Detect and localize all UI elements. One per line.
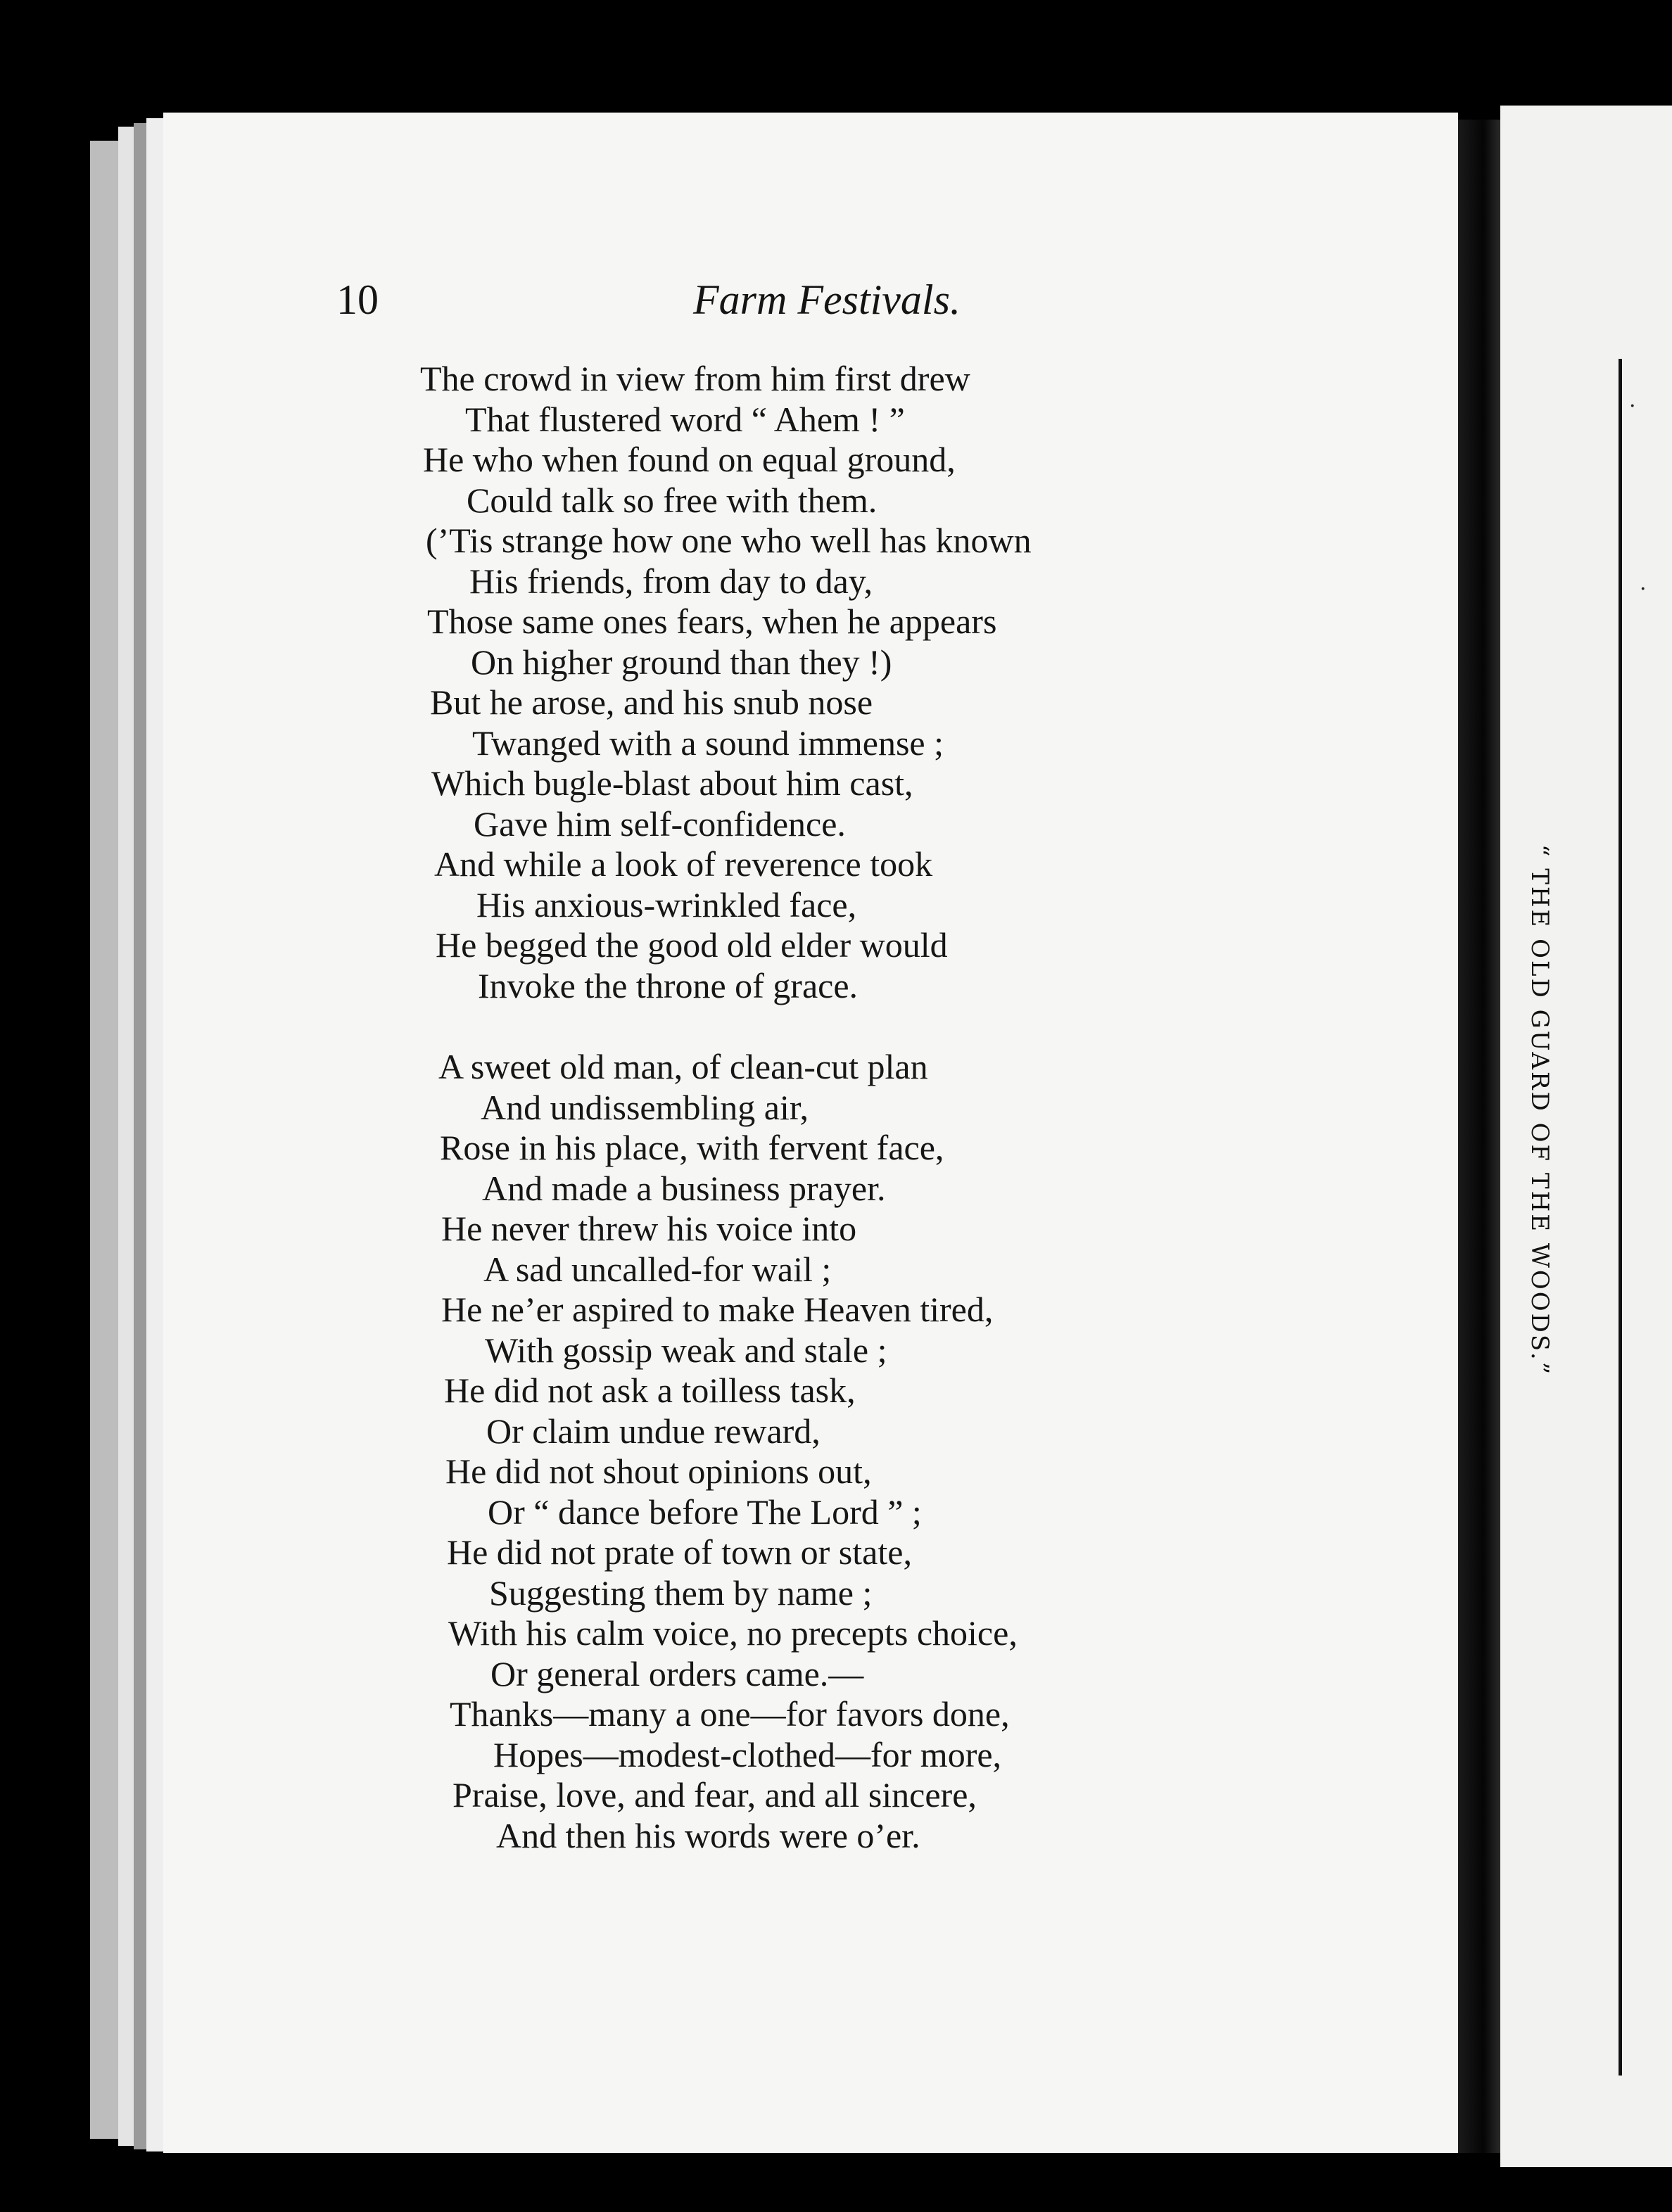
verse-line: He who when found on equal ground, — [423, 440, 956, 479]
page-header — [0, 276, 1672, 332]
verse-line: That flustered word “ Ahem ! ” — [465, 399, 905, 439]
verse-line: Hopes—modest-clothed—for more, — [493, 1734, 1002, 1774]
verse-line: And made a business prayer. — [482, 1168, 886, 1208]
verse-line: Those same ones fears, when he appears — [427, 602, 997, 641]
verse-line: Suggesting them by name ; — [489, 1572, 873, 1613]
verse-line: A sweet old man, of clean-cut plan — [438, 1047, 928, 1086]
verse-line: He ne’er aspired to make Heaven tired, — [441, 1290, 994, 1329]
verse-line: He did not prate of town or state, — [447, 1532, 912, 1572]
verse-line: A sad uncalled-for wail ; — [483, 1249, 832, 1289]
verse-line: And while a look of reverence took — [434, 844, 933, 884]
ink-mark: · — [1629, 394, 1636, 419]
verse-line: Could talk so free with them. — [467, 480, 878, 520]
verse-line: The crowd in view from him first drew — [420, 359, 970, 398]
verse-line: On higher ground than they !) — [471, 642, 892, 682]
poem-text — [0, 359, 1672, 1856]
verse-line: But he arose, and his snub nose — [430, 682, 873, 722]
verse-line: He begged the good old elder would — [436, 925, 948, 965]
verse-line: Praise, love, and fear, and all sincere, — [452, 1775, 977, 1814]
verse-line: With gossip weak and stale ; — [485, 1330, 887, 1370]
verse-line: (’Tis strange how one who well has known — [426, 521, 1032, 560]
verse-line: Thanks—many a one—for favors done, — [450, 1694, 1010, 1734]
verse-line: Or general orders came.— — [490, 1653, 864, 1693]
verse-line: Rose in his place, with fervent face, — [440, 1128, 944, 1167]
verse-line: Gave him self-confidence. — [474, 803, 846, 844]
running-title: Farm Festivals. — [693, 276, 961, 323]
verse-line: And then his words were o’er. — [496, 1815, 920, 1855]
verse-line: And undissembling air, — [481, 1087, 809, 1127]
ink-mark: · — [1640, 577, 1647, 602]
page-number: 10 — [336, 276, 379, 323]
verse-line: He never threw his voice into — [441, 1209, 857, 1248]
verse-line: Or “ dance before The Lord ” ; — [488, 1492, 922, 1532]
verse-line: He did not shout opinions out, — [445, 1451, 872, 1491]
stanza — [0, 359, 1672, 1006]
verse-line: His anxious-wrinkled face, — [476, 884, 857, 924]
verse-line: Twanged with a sound immense ; — [472, 723, 944, 763]
verse-line: Or claim undue reward, — [486, 1411, 821, 1451]
verse-line: His friends, from day to day, — [469, 561, 873, 601]
facing-page-title: “ THE OLD GUARD OF THE WOODS.” — [1526, 844, 1554, 1377]
verse-line: He did not ask a toilless task, — [444, 1371, 856, 1410]
verse-line: With his calm voice, no precepts choice, — [448, 1613, 1018, 1653]
verse-line: Invoke the throne of grace. — [478, 965, 859, 1005]
verse-line: Which bugle-blast about him cast, — [431, 763, 913, 803]
stanza — [0, 1047, 1672, 1856]
